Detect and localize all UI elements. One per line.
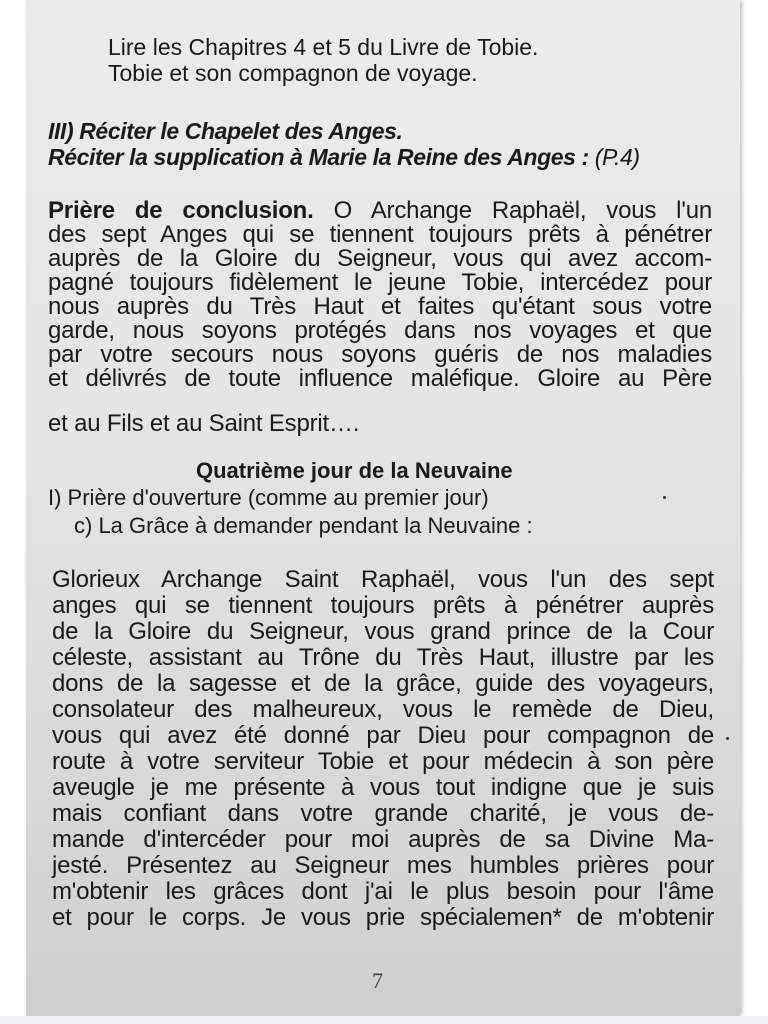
grace-request-item: c) La Grâce à demander pendant la Neuvaine : xyxy=(74,513,533,538)
prayer-line-1: Glorieux Archange Saint Raphaël, vous l'un des sept xyxy=(52,566,714,593)
prayer-line-14: et pour le corps. Je vous prie spécialemen* de m'obtenir xyxy=(52,904,714,931)
intro-line-2: Tobie et son compagnon de voyage. xyxy=(108,60,478,86)
viewer-bottom-edge xyxy=(0,1016,768,1024)
page-number: 7 xyxy=(372,968,383,993)
prayer-line-7: vous qui avez été donné par Dieu pour compagnon de xyxy=(52,722,714,749)
opening-prayer-item: I) Prière d'ouverture (comme au premier jour) xyxy=(48,485,489,510)
prayer-line-5: dons de la sagesse et de la grâce, guide des voyageurs, xyxy=(52,670,714,697)
prayer-line-4: céleste, assistant au Trône du Très Haut, illustre par les xyxy=(52,644,714,671)
conclusion-line-5: nous auprès du Très Haut et faites qu'étant sous votre xyxy=(48,293,712,320)
prayer-line-13: m'obtenir les grâces dont j'ai le plus besoin pour l'âme xyxy=(52,878,714,905)
page-reference: (P.4) xyxy=(594,144,640,170)
conclusion-line-4: pagné toujours fidèlement le jeune Tobie, intercédez pour xyxy=(48,269,712,296)
prayer-line-2: anges qui se tiennent toujours prêts à pénétrer auprès xyxy=(52,592,714,619)
conclusion-line-2: des sept Anges qui se tiennent toujours prêts à pénétrer xyxy=(48,221,712,248)
section3-heading: III) Réciter le Chapelet des Anges. xyxy=(48,118,403,144)
conclusion-line-6: garde, nous soyons protégés dans nos voyages et que xyxy=(48,317,712,344)
conclusion-line-1: Prière de conclusion. O Archange Raphaël, vous l'un xyxy=(48,197,712,224)
prayer-line-8: route à votre serviteur Tobie et pour médecin à son père xyxy=(52,748,714,775)
prayer-line-12: jesté. Présentez au Seigneur mes humbles prières pour xyxy=(52,852,714,879)
prayer-line-6: consolateur des malheureux, vous le remède de Dieu, xyxy=(52,696,714,723)
conclusion-line-3: auprès de la Gloire du Seigneur, vous qui avez accom- xyxy=(48,245,712,272)
conclusion-line-7: par votre secours nous soyons guéris de nos maladies xyxy=(48,341,712,368)
prayer-line-11: mande d'intercéder pour moi auprès de sa Divine Ma- xyxy=(52,826,714,853)
supplication-text: Réciter la supplication à Marie la Reine des Anges : xyxy=(48,144,595,170)
book-page xyxy=(26,0,740,1016)
ink-speck xyxy=(663,496,666,499)
conclusion-line-8: et délivrés de toute influence maléfique. Gloire au Père xyxy=(48,365,712,392)
prayer-line-9: aveugle je me présente à vous tout indigne que je suis xyxy=(52,774,714,801)
conclusion-label: Prière de conclusion. xyxy=(48,197,314,224)
prayer-line-3: de la Gloire du Seigneur, vous grand prince de la Cour xyxy=(52,618,714,645)
conclusion-line-9: et au Fils et au Saint Esprit…. xyxy=(48,410,360,437)
day-four-title: Quatrième jour de la Neuvaine xyxy=(196,458,513,483)
intro-line-1: Lire les Chapitres 4 et 5 du Livre de Tobie. xyxy=(108,34,539,60)
prayer-line-10: mais confiant dans votre grande charité, je vous de- xyxy=(52,800,714,827)
section3-subheading xyxy=(48,144,640,170)
ink-speck xyxy=(726,737,729,740)
